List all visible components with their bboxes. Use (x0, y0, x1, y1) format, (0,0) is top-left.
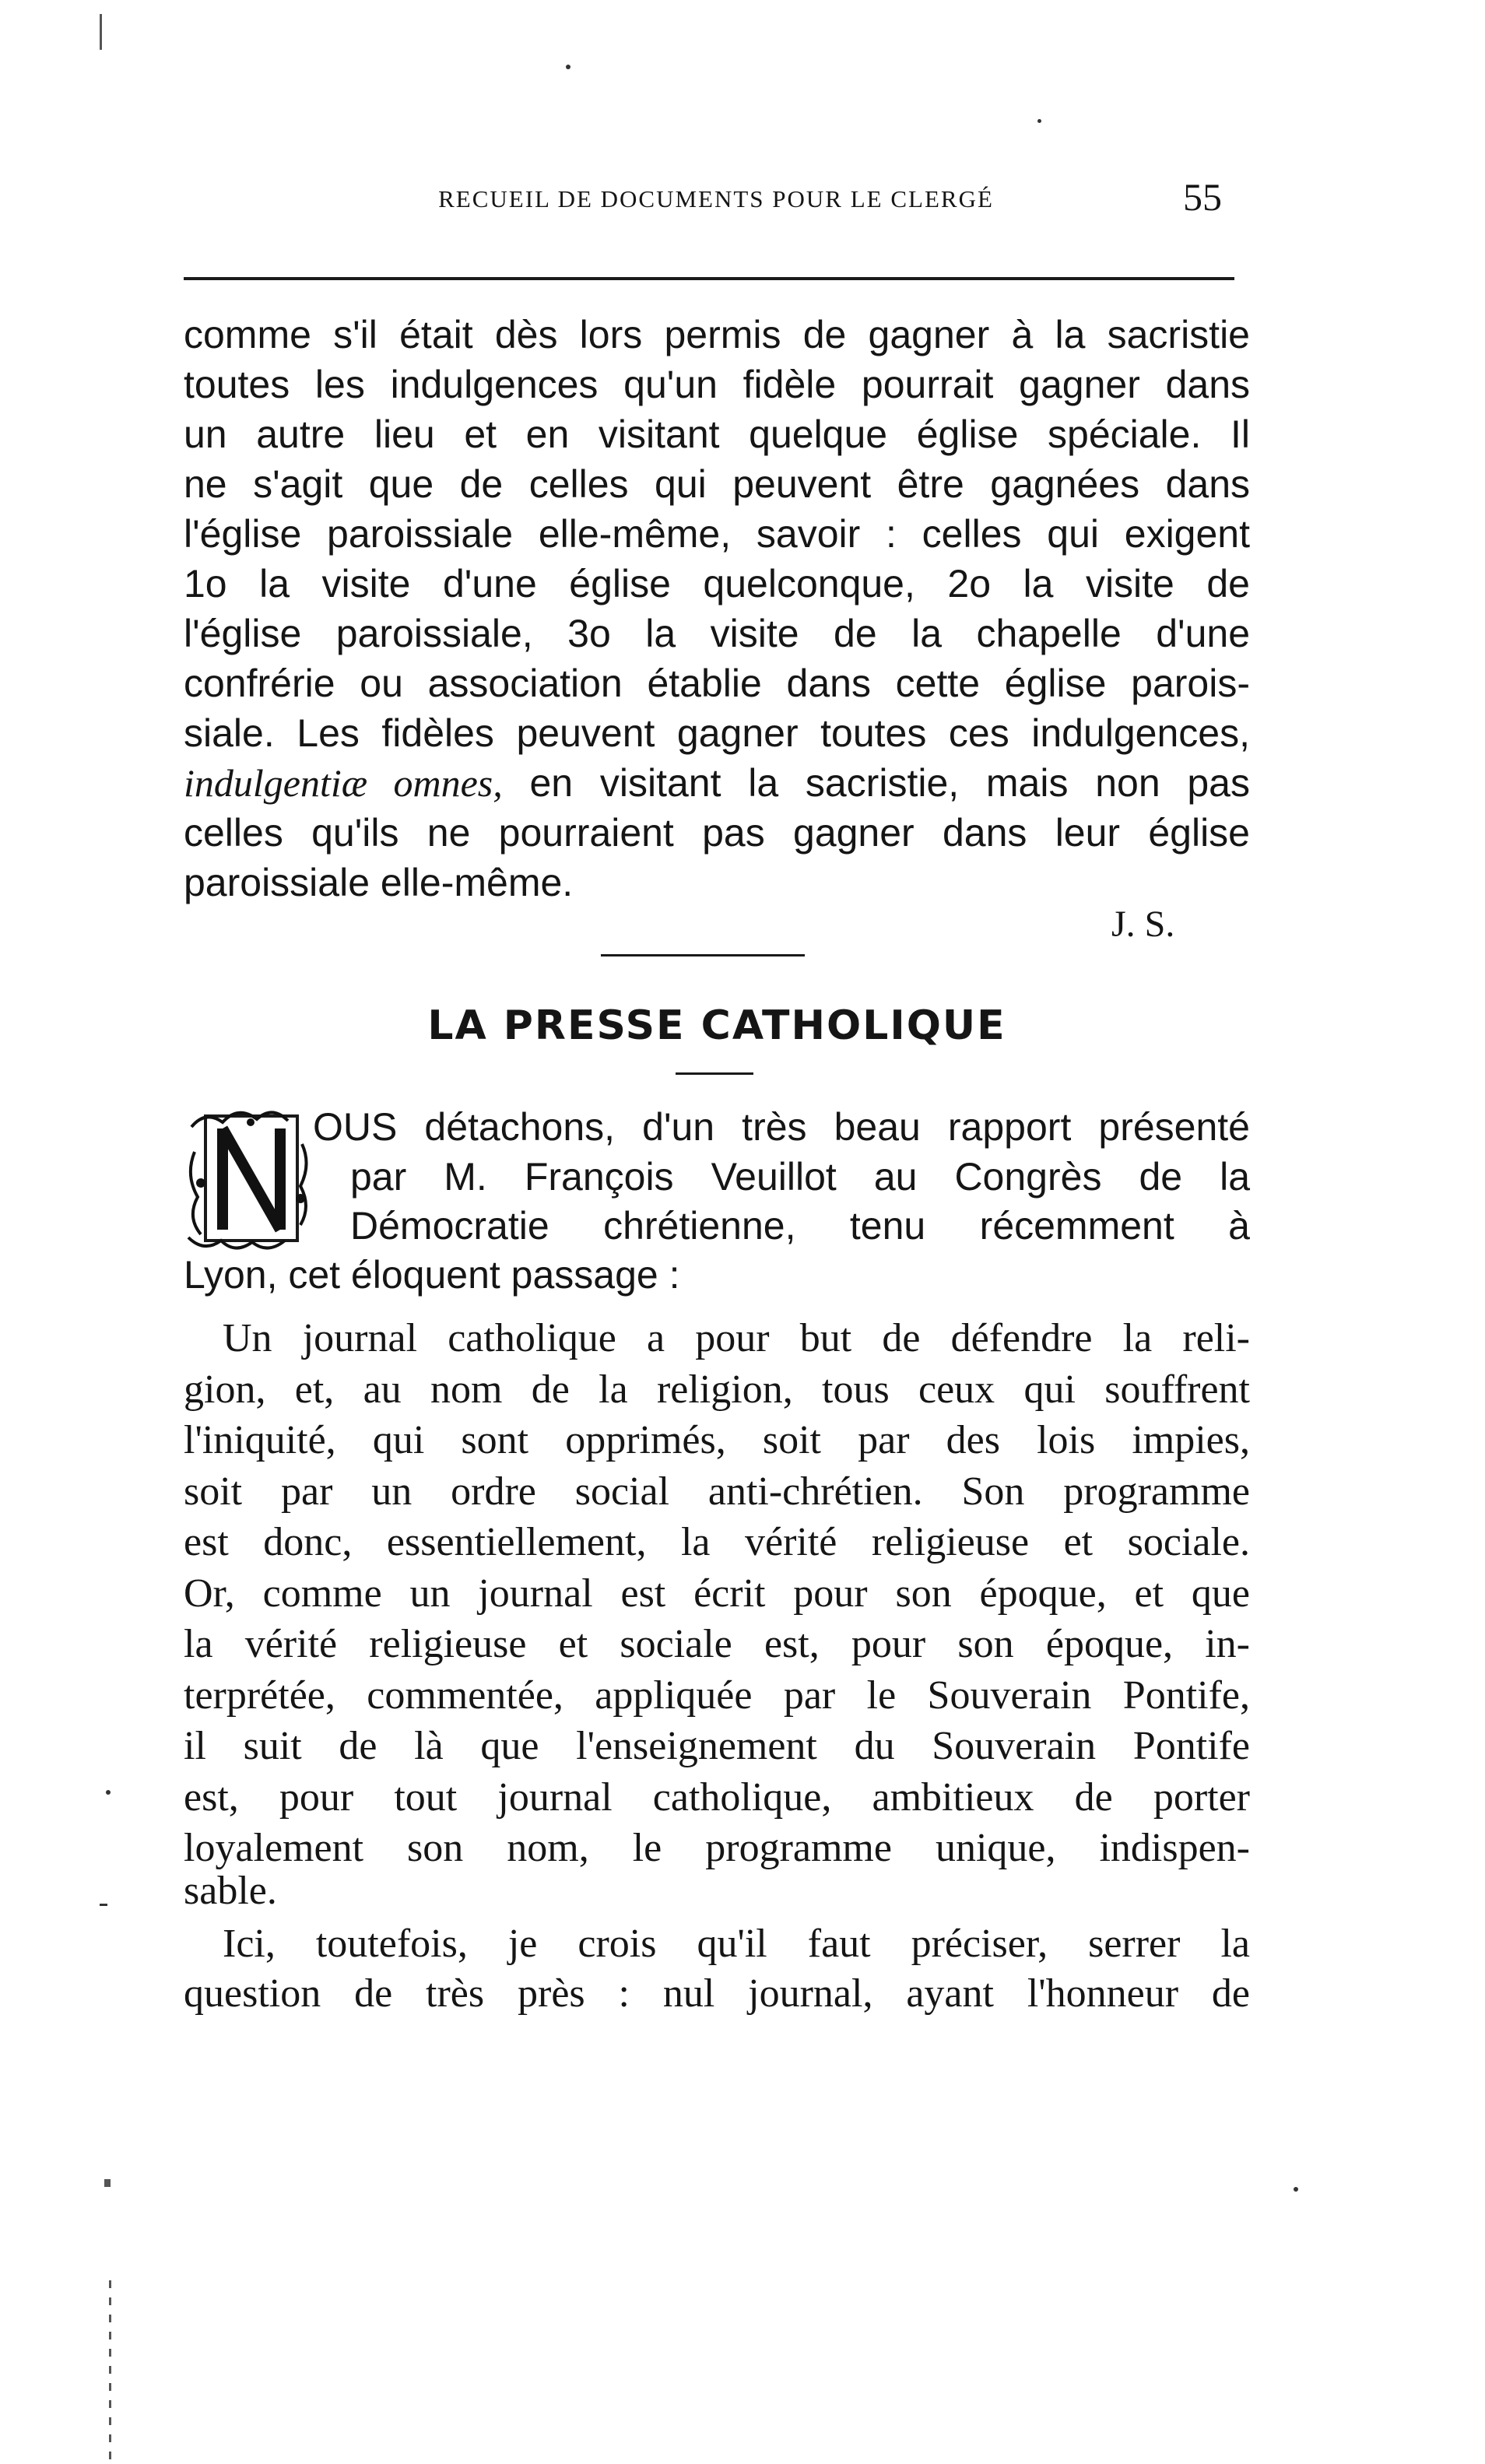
text-line (184, 760, 1250, 806)
text-line: Ici, toutefois, je crois qu'il faut préciser, serrer la (223, 1922, 1250, 1966)
running-title: RECUEIL DE DOCUMENTS POUR LE CLERGÉ (438, 185, 994, 212)
title-rule (676, 1072, 753, 1075)
text-span: en visitant la sacristie, mais non pas (529, 761, 1250, 805)
text-line: Lyon, cet éloquent passage : (184, 1253, 680, 1297)
text-line: est donc, essentiellement, la vérité religieuse et sociale. (184, 1520, 1250, 1564)
speck (1294, 2187, 1298, 2192)
text-line: ne s'agit que de celles qui peuvent être gagnées dans (184, 462, 1250, 506)
text-line: soit par un ordre social anti-chrétien. Son programme (184, 1469, 1250, 1514)
text-line: sable. (184, 1869, 277, 1913)
speck (104, 2179, 111, 2187)
text-line: Or, comme un journal est écrit pour son époque, et que (184, 1571, 1250, 1616)
text-line: siale. Les fidèles peuvent gagner toutes ces indulgences, (184, 711, 1250, 755)
speck (1037, 119, 1041, 123)
header-rule (184, 277, 1234, 280)
text-line: terprétée, commentée, appliquée par le Souverain Pontife, (184, 1673, 1250, 1718)
text-line: 1o la visite d'une église quelconque, 2o la visite de (184, 562, 1250, 605)
text-line: par M. François Veuillot au Congrès de la (350, 1155, 1250, 1199)
article-title: LA PRESSE CATHOLIQUE (427, 1002, 1006, 1049)
text-line: un autre lieu et en visitant quelque église spéciale. Il (184, 412, 1250, 456)
text-line: paroissiale elle-même. (184, 861, 574, 904)
dropcap-n-icon (184, 1105, 313, 1258)
speck (566, 65, 570, 69)
text-line: confrérie ou association établie dans cette église parois- (184, 662, 1250, 705)
text-line: comme s'il était dès lors permis de gagner à la sacristie (184, 313, 1250, 356)
ornamental-initial (184, 1105, 313, 1258)
text-line: il suit de là que l'enseignement du Souverain Pontife (184, 1724, 1250, 1768)
speck (100, 1904, 107, 1906)
page-number: 55 (1183, 175, 1222, 219)
text-line: loyalement son nom, le programme unique, indispen- (184, 1826, 1250, 1870)
text-line: l'église paroissiale, 3o la visite de la chapelle d'une (184, 612, 1250, 655)
text-line: OUS détachons, d'un très beau rapport présenté (313, 1105, 1250, 1149)
text-line: Démocratie chrétienne, tenu récemment à (350, 1204, 1250, 1248)
text-line: la vérité religieuse et sociale est, pour son époque, in- (184, 1622, 1250, 1666)
text-line: celles qu'ils ne pourraient pas gagner dans leur église (184, 811, 1250, 855)
text-line: l'église paroissiale elle-même, savoir : celles qui exigent (184, 512, 1250, 556)
text-line: Un journal catholique a pour but de défendre la reli- (223, 1316, 1250, 1360)
italic-phrase: indulgentiæ omnes, (184, 761, 503, 805)
text-line: est, pour tout journal catholique, ambitieux de porter (184, 1774, 1250, 1820)
speck (106, 1790, 111, 1795)
margin-tick (100, 14, 102, 61)
margin-dashes (109, 2280, 111, 2459)
text-line: question de très près : nul journal, ayant l'honneur de (184, 1971, 1250, 2016)
text-line: l'iniquité, qui sont opprimés, soit par des lois impies, (184, 1418, 1250, 1462)
section-separator (601, 954, 805, 956)
text-line: toutes les indulgences qu'un fidèle pourrait gagner dans (184, 363, 1250, 406)
text-line: gion, et, au nom de la religion, tous ceux qui souffrent (184, 1367, 1250, 1412)
signature: J. S. (1111, 904, 1175, 945)
